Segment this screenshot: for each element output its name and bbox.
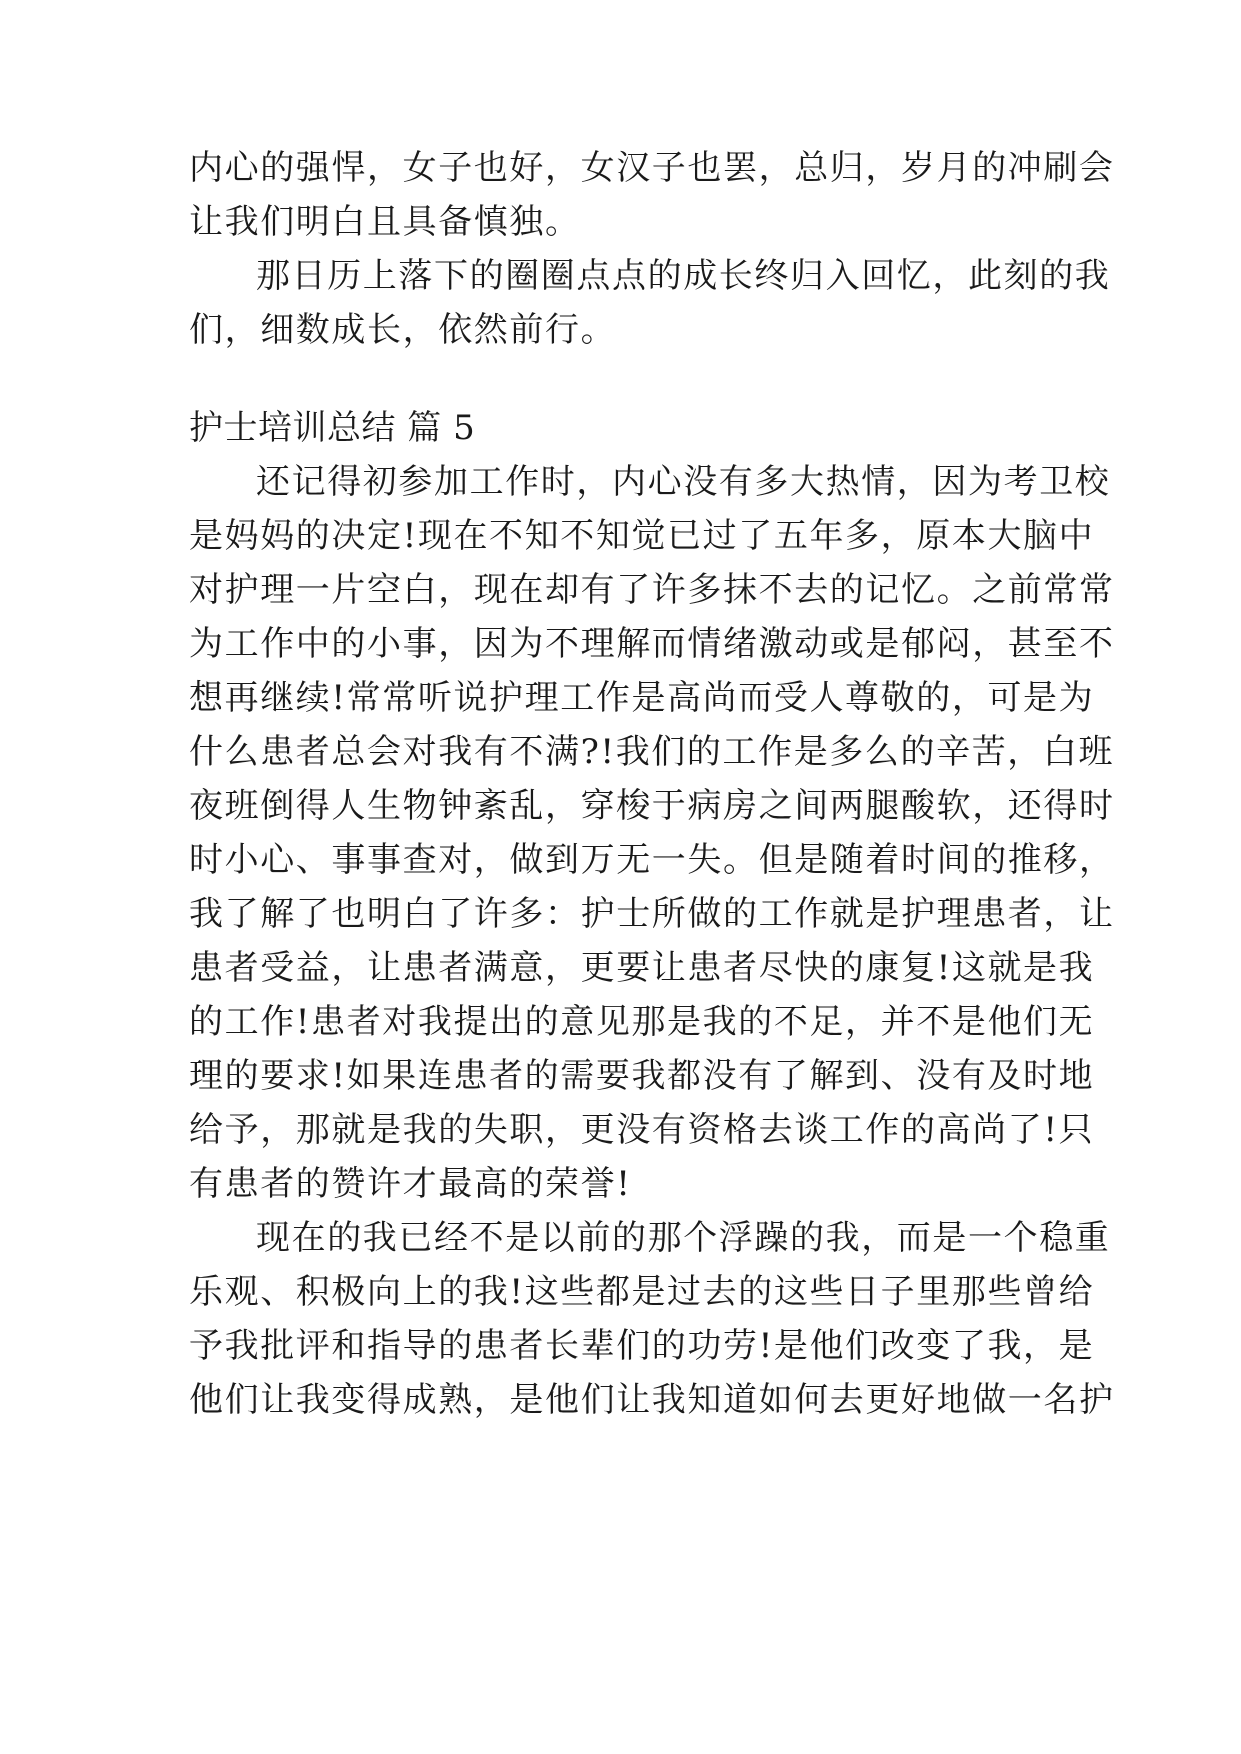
paragraph-line: 为工作中的小事，因为不理解而情绪激动或是郁闷，甚至不 xyxy=(189,624,1115,664)
paragraph-line: 乐观、积极向上的我!这些都是过去的这些日子里那些曾给 xyxy=(189,1272,1095,1312)
paragraph-line: 予我批评和指导的患者长辈们的功劳!是他们改变了我，是 xyxy=(189,1326,1095,1366)
paragraph-line: 他们让我变得成熟，是他们让我知道如何去更好地做一名护 xyxy=(189,1380,1115,1420)
paragraph-line: 时小心、事事查对，做到万无一失。但是随着时间的推移， xyxy=(189,840,1115,880)
section-heading: 护士培训总结 篇 5 xyxy=(189,408,476,448)
paragraph-line: 让我们明白且具备慎独。 xyxy=(189,202,581,242)
paragraph-line: 想再继续!常常听说护理工作是高尚而受人尊敬的，可是为 xyxy=(189,678,1095,718)
paragraph-line: 的工作!患者对我提出的意见那是我的不足，并不是他们无 xyxy=(189,1002,1095,1042)
paragraph-line: 是妈妈的决定!现在不知不知觉已过了五年多，原本大脑中 xyxy=(189,516,1095,556)
paragraph-line: 患者受益，让患者满意，更要让患者尽快的康复!这就是我 xyxy=(189,948,1095,988)
paragraph-line: 对护理一片空白，现在却有了许多抹不去的记忆。之前常常 xyxy=(189,570,1115,610)
paragraph-line: 夜班倒得人生物钟紊乱，穿梭于病房之间两腿酸软，还得时 xyxy=(189,786,1115,826)
paragraph-line: 内心的强悍，女子也好，女汉子也罢，总归，岁月的冲刷会 xyxy=(189,148,1115,188)
paragraph-line: 有患者的赞许才最高的荣誉! xyxy=(189,1164,632,1204)
paragraph-line: 什么患者总会对我有不满?!我们的工作是多么的辛苦，白班 xyxy=(189,732,1115,772)
paragraph-line: 理的要求!如果连患者的需要我都没有了解到、没有及时地 xyxy=(189,1056,1095,1096)
paragraph-line: 还记得初参加工作时，内心没有多大热情，因为考卫校 xyxy=(256,462,1111,502)
paragraph-line: 那日历上落下的圈圈点点的成长终归入回忆，此刻的我 xyxy=(256,256,1111,296)
paragraph-line: 现在的我已经不是以前的那个浮躁的我，而是一个稳重 xyxy=(256,1218,1111,1258)
paragraph-line: 们，细数成长，依然前行。 xyxy=(189,310,617,350)
paragraph-line: 我了解了也明白了许多：护士所做的工作就是护理患者，让 xyxy=(189,894,1115,934)
paragraph-line: 给予，那就是我的失职，更没有资格去谈工作的高尚了!只 xyxy=(189,1110,1095,1150)
